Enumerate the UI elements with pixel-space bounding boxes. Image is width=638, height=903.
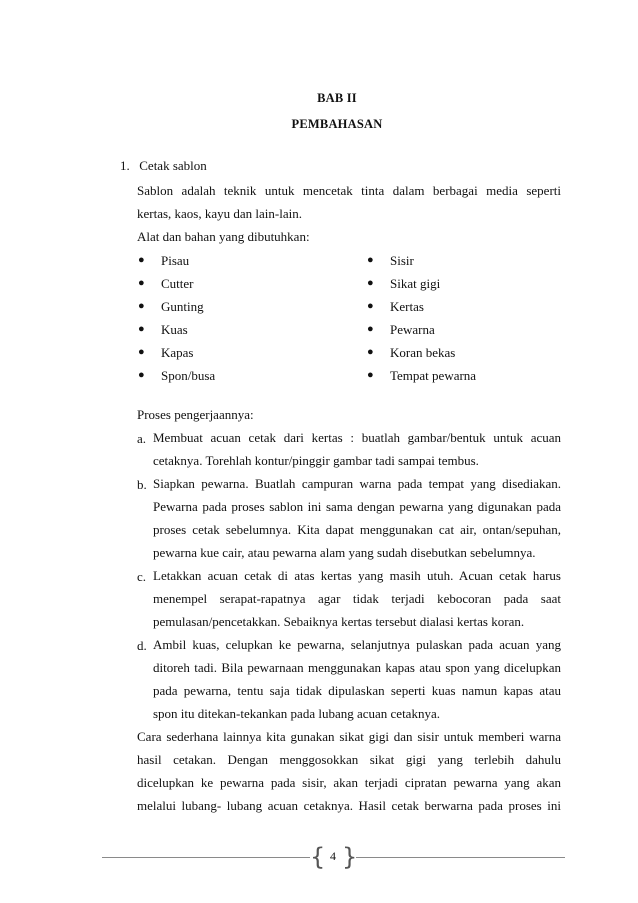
closing-line: Cara sederhana lainnya kita gunakan sikat gigi dan sisir untuk memberi warna [137,729,561,744]
bullet-icon: ● [138,369,145,381]
step-label: c. [137,569,147,584]
bullet-icon: ● [138,346,145,358]
footer-rule-left [102,857,310,858]
step-line: Letakkan acuan cetak di atas kertas yang masih utuh. Acuan cetak harus [153,568,561,583]
step-line: proses cetak sebelumnya. Kita dapat menggunakan cat air, ontan/sepuhan, [153,522,561,537]
step-line: Siapkan pewarna. Buatlah campuran warna pada tempat yang disediakan. [153,476,561,491]
step-line: Ambil kuas, celupkan ke pewarna, selanjutnya pulaskan pada acuan yang [153,637,561,652]
bullet-icon: ● [138,323,145,335]
footer-rule-right [356,857,565,858]
step-label: b. [137,477,147,492]
bullet-icon: ● [367,277,374,289]
section-title: Cetak sablon [139,158,207,173]
step-line: pewarna kue cair, atau pewarna alam yang sudah disebutkan sebelumnya. [153,545,536,560]
process-heading: Proses pengerjaannya: [137,407,254,422]
chapter-label: BAB II [317,91,357,105]
step-line: cetaknya. Torehlah kontur/pinggir gambar tadi sampai tembus. [153,453,479,468]
step-line: menempel serapat-rapatnya agar tidak terjadi kebocoran pada saat [153,591,561,606]
right-brace-icon: } [342,843,358,871]
list-item: Spon/busa [161,368,216,383]
list-item: Kertas [390,299,424,314]
bullet-icon: ● [367,346,374,358]
list-item: Cutter [161,276,194,291]
left-brace-icon: { [310,843,326,871]
step-line: Pewarna pada proses sablon ini sama dengan pewarna yang digunakan pada [153,499,561,514]
list-item: Kapas [161,345,194,360]
list-item: Sisir [390,253,414,268]
bullet-icon: ● [367,254,374,266]
list-item: Gunting [161,299,204,314]
intro-line: kertas, kaos, kayu dan lain-lain. [137,206,302,221]
bullet-icon: ● [367,300,374,312]
intro-line: Sablon adalah teknik untuk mencetak tinta dalam berbagai media seperti [137,183,561,198]
chapter-title: PEMBAHASAN [291,117,383,131]
closing-line: dicelupkan ke pewarna pada sisir, akan terjadi cipratan pewarna yang akan [137,775,561,790]
bullet-icon: ● [367,323,374,335]
bullet-icon: ● [138,254,145,266]
step-line: pada pewarna, tentu saja tidak dipulaskan seperti kuas namun kapas atau [153,683,561,698]
step-label: a. [137,431,147,446]
list-item: Kuas [161,322,188,337]
bullet-icon: ● [138,300,145,312]
list-item: Sikat gigi [390,276,441,291]
step-line: Membuat acuan cetak dari kertas : buatlah gambar/bentuk untuk acuan [153,430,561,445]
step-line: spon itu ditekan-tekankan pada lubang acuan cetaknya. [153,706,440,721]
section-heading [120,158,207,174]
list-item: Tempat pewarna [390,368,477,383]
list-item: Koran bekas [390,345,456,360]
list-item: Pisau [161,253,190,268]
bullet-icon: ● [138,277,145,289]
closing-line: hasil cetakan. Dengan menggosokkan sikat gigi yang terlebih dahulu [137,752,561,767]
section-number: 1. [120,158,130,173]
closing-line: melalui lubang- lubang acuan cetaknya. Hasil cetak berwarna pada proses ini [137,798,561,813]
page-number: 4 [330,849,336,863]
step-line: pemulasan/pencetakkan. Sebaiknya kertas tersebut dialasi kertas koran. [153,614,525,629]
bullet-icon: ● [367,369,374,381]
step-label: d. [137,638,147,653]
step-line: ditoreh tadi. Bila pewarnaan menggunakan kapas atau spon yang dicelupkan [153,660,561,675]
materials-heading: Alat dan bahan yang dibutuhkan: [137,229,310,244]
list-item: Pewarna [390,322,435,337]
